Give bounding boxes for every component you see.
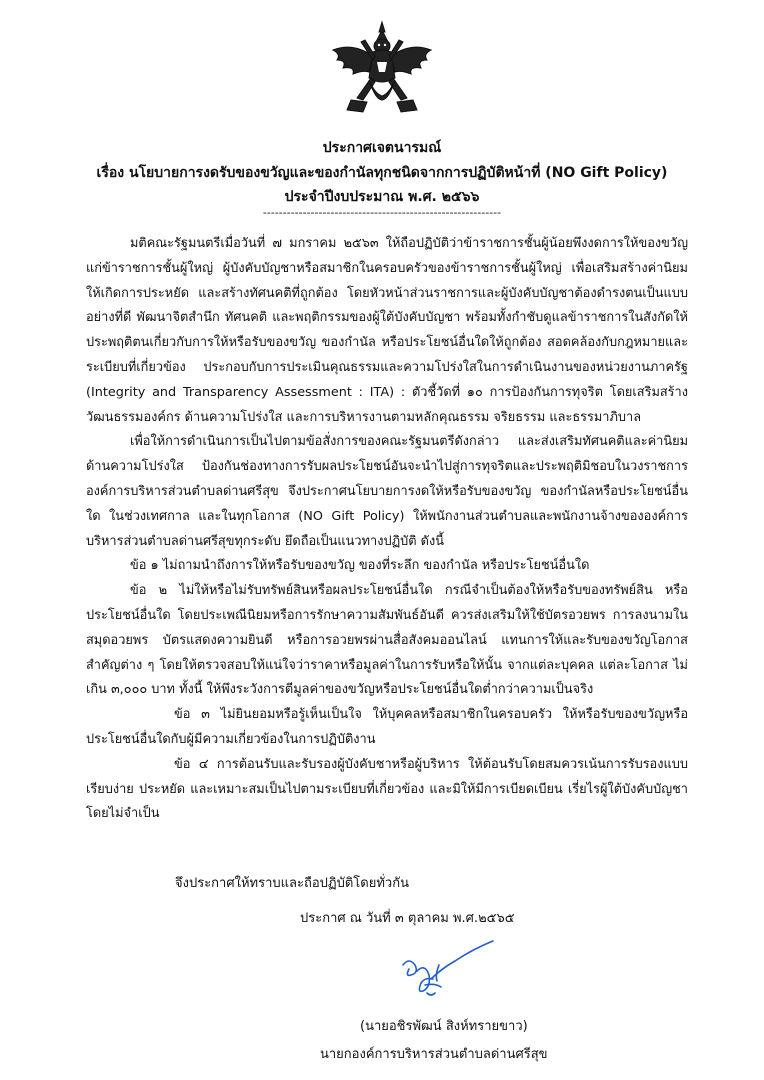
announcement-body bbox=[86, 232, 688, 827]
fiscal-year: ประจำปีงบประมาณ พ.ศ. ๒๕๖๖ bbox=[284, 189, 480, 205]
document-title: ประกาศเจตนารมณ์ bbox=[322, 140, 442, 156]
paragraph-cabinet-resolution: มติคณะรัฐมนตรีเมื่อวันที่ ๗ มกราคม ๒๕๖๓ ให้ถือปฏิบัติว่าข้าราชการชั้นผู้น้อยพึงงดการให้ของขวัญแก่ข้าราชการชั้นผู้ใหญ่ ผู้บังคับบัญชาหรือสมาชิกในครอบครัวของข้าราชการชั้นผู้ใหญ่ เพื่อเสริมสร้างค่านิยมให้เกิดการประหยัด และสร้างทัศนคติที่ถูกต้อง โดยหัวหน้าส่วนราชการและผู้บังคับบัญชาต้องดำรงตนเป็นแบบอย่างที่ดี พัฒนาจิตสำนึก ทัศนคติ และพฤติกรรมของผู้ใต้บังคับบัญชา พร้อมทั้งกำชับดูแลข้าราชการในสังกัดให้ประพฤติตนเกี่ยวกับการให้หรือรับของขวัญ ของกำนัล หรือประโยชน์อื่นใดให้ถูกต้อง สอดคล้องกับกฎหมายและระเบียบที่เกี่ยวข้อง ประกอบกับการประเมินคุณธรรมและความโปร่งใสในการดำเนินงานของหน่วยงานภาครัฐ (Integrity and Transparency Assessment : ITA) : ตัวชี้วัดที่ ๑๐ การป้องกันการทุจริต โดยเสริมสร้างวัฒนธรรมองค์กร ด้านความโปร่งใส และการบริหารงานตามหลักคุณธรรม จริยธรรม และธรรมาภิบาล bbox=[86, 236, 688, 425]
signer-name: (นายอชิรพัฒน์ สิงห์ทรายขาว) bbox=[360, 1019, 528, 1034]
clause-4: ข้อ ๔ การต้อนรับและรับรองผู้บังคับชาหรือผู้บริหาร ให้ต้อนรับโดยสมควรเน้นการรับรองแบบเรียบง่าย ประหยัด และเหมาะสมเป็นไปตามระเบียบที่เกี่ยวข้อง และมิให้มีการเบียดเบียน เรี่ยไรผู้ใต้บังคับบัญชาโดยไม่จำเป็น bbox=[86, 756, 688, 822]
separator-line: ------------------------------------------------------------ bbox=[262, 206, 502, 219]
garuda-emblem-icon bbox=[327, 20, 437, 122]
signer-position: นายกองค์การบริหารส่วนตำบลด่านศรีสุข bbox=[320, 1047, 548, 1062]
closing-statement: จึงประกาศให้ทราบและถือปฏิบัติโดยทั่วกัน bbox=[175, 876, 409, 891]
announcement-date: ประกาศ ณ วันที่ ๓ ตุลาคม พ.ศ.๒๕๖๕ bbox=[300, 911, 515, 926]
clause-1: ข้อ ๑ ไม่ถามนำถึงการให้หรือรับของขวัญ ของที่ระลึก ของกำนัล หรือประโยชน์อื่นใด bbox=[130, 558, 590, 574]
document-subject: เรื่อง นโยบายการงดรับของขวัญและของกำนัลทุกชนิดจากการปฏิบัติหน้าที่ (NO Gift Policy) bbox=[96, 165, 668, 181]
clause-2: ข้อ ๒ ไม่ให้หรือไม่รับทรัพย์สินหรือผลประโยชน์อื่นใด กรณีจำเป็นต้องให้หรือรับของทรัพย์สิน หรือประโยชน์อื่นใด โดยประเพณีนิยมหรือการรักษาความสัมพันธ์อันดี ควรส่งเสริมให้ใช้บัตรอวยพร การลงนามในสมุดอวยพร บัตรแสดงความยินดี หรือการอวยพรผ่านสื่อสังคมออนไลน์ แทนการให้และรับของขวัญโอกาสสำคัญต่าง ๆ โดยให้ตรวจสอบให้แน่ใจว่าราคาหรือมูลค่าในการรับหรือให้นั้น จากแต่ละบุคคล แต่ละโอกาส ไม่เกิน ๓,๐๐๐ บาท ทั้งนี้ ให้พึงระวังการตีมูลค่าของขวัญหรือประโยชน์อื่นใดต่ำกว่าความเป็นจริง bbox=[86, 583, 688, 698]
paragraph-policy-statement: เพื่อให้การดำเนินการเป็นไปตามข้อสั่งการของคณะรัฐมนตรีดังกล่าว และส่งเสริมทัศนคติและค่านิยมด้านความโปร่งใส ป้องกันช่องทางการรับผลประโยชน์อันจะนำไปสู่การทุจริตและประพฤติมิชอบในวงราชการ องค์การบริหารส่วนตำบลด่านศรีสุข จึงประกาศนโยบายการงดให้หรือรับของขวัญ ของกำนัลหรือประโยชน์อื่นใด ในช่วงเทศกาล และในทุกโอกาส (NO Gift Policy) ให้พนักงานส่วนตำบลและพนักงานจ้างขององค์การบริหารส่วนตำบลด่านศรีสุขทุกระดับ ยึดถือเป็นแนวทางปฏิบัติ ดังนี้ bbox=[86, 434, 688, 549]
handwritten-signature bbox=[395, 935, 505, 1005]
clause-3: ข้อ ๓ ไม่ยินยอมหรือรู้เห็นเป็นใจ ให้บุคคลหรือสมาชิกในครอบครัว ให้หรือรับของขวัญหรือประโยชน์อื่นใดกับผู้มีความเกี่ยวข้องในการปฏิบัติงาน bbox=[86, 707, 688, 747]
